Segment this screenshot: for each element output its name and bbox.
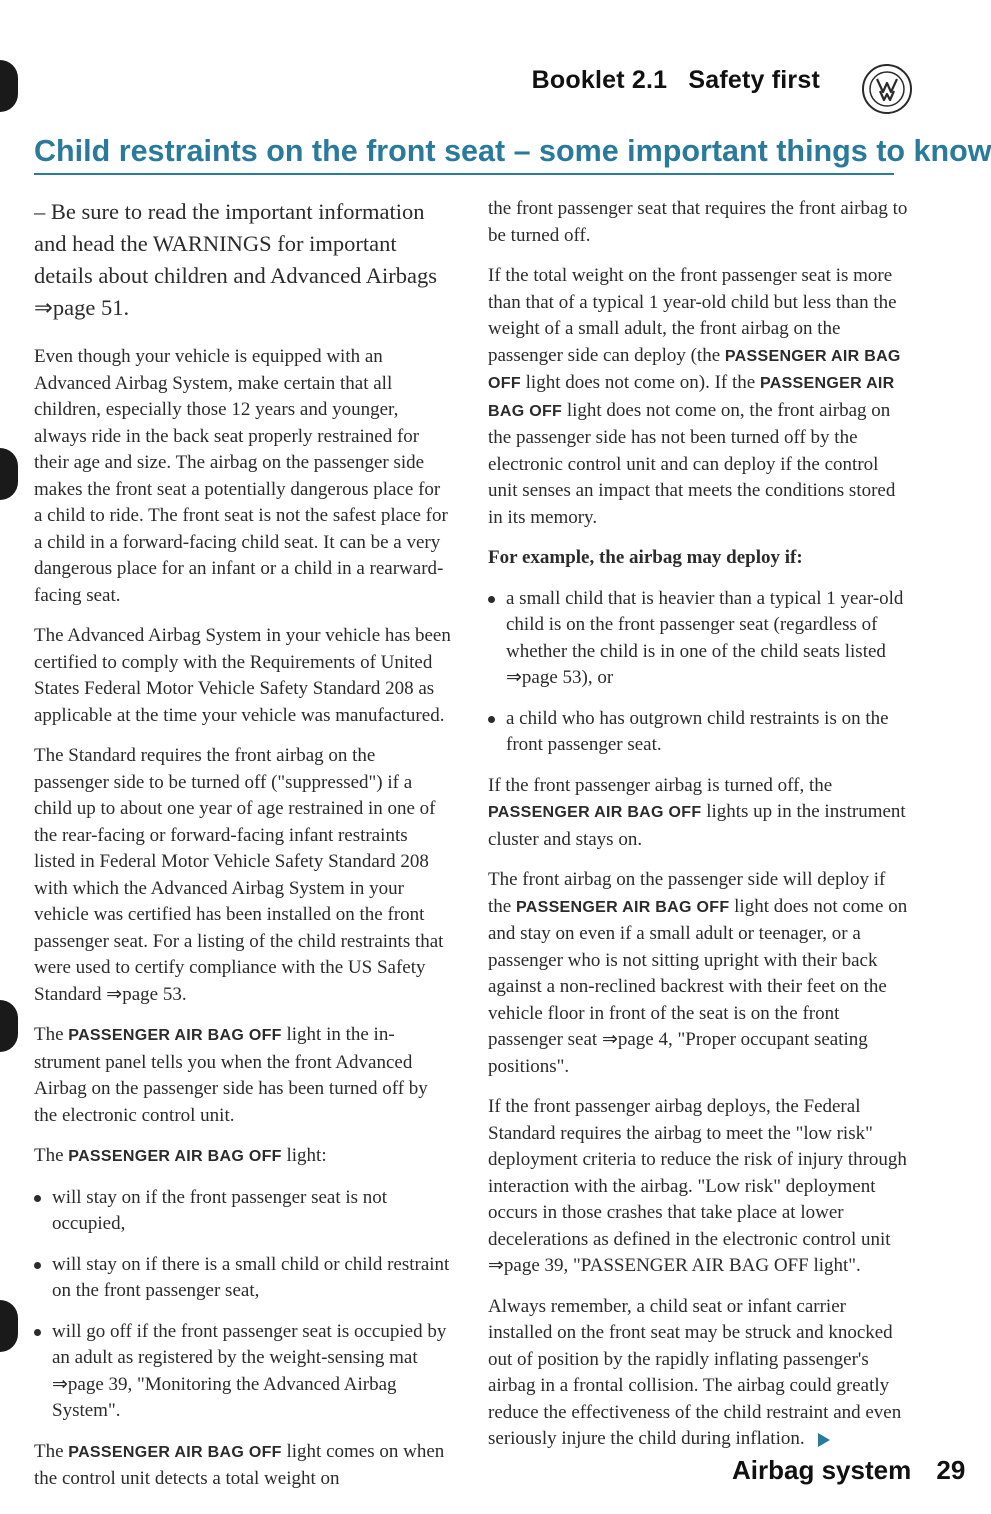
vw-logo-icon (862, 64, 912, 114)
paragraph: If the front passenger airbag is turned off, the PASSENGER AIR BAG OFF lights up in the instrument cluster and stays on. (488, 774, 906, 850)
airbag-off-label: PASSENGER AIR BAG OFF (488, 347, 901, 392)
airbag-off-label: PASSENGER AIR BAG OFF (68, 1148, 282, 1165)
paragraph: The PASSENGER AIR BAG OFF light in the instrument panel tells you when the front Advanced Airbag on the passenger side has been turned off by the electronic control unit. (34, 1024, 428, 1126)
paragraph: The PASSENGER AIR BAG OFF light: (34, 1145, 327, 1166)
section-label: Safety first (688, 66, 820, 94)
page-header (532, 66, 820, 95)
airbag-off-label: PASSENGER AIR BAG OFF (488, 804, 702, 821)
paragraph: the front passenger seat that requires the front airbag to be turned off. (488, 198, 908, 246)
paragraph: The PASSENGER AIR BAG OFF light comes on when the control unit detects a total weight on (34, 1440, 445, 1489)
title-divider (34, 173, 894, 175)
paragraph: The Advanced Airbag System in your vehicle has been certified to comply with the Requirements of United States Federal Motor Vehicle Safety Standard 208 as applicable at the time your vehicle was manufactured. (34, 625, 451, 726)
paragraph: The front airbag on the passenger side will deploy if the PASSENGER AIR BAG OFF light does not come on and stay on even if a small adult or teenager, or a passenger who is not sitting upright with their back against a non-reclined backrest with their feet on the vehicle floor in front of the seat is on the front passenger seat ⇒page 4, "Proper occupant seating positions". (488, 869, 908, 1077)
right-column (488, 196, 910, 1467)
example-heading: For example, the airbag may deploy if: (488, 547, 803, 568)
paragraph: If the front passenger airbag deploys, the Federal Standard requires the airbag to meet the "low risk" deployment criteria to reduce the risk of injury through interaction with the airbag. "Low risk" deployment occurs in those crashes that take place at lower decelerations as defined in the electronic control unit ⇒page 39, "PASSENGER AIR BAG OFF light". (488, 1096, 907, 1276)
continue-arrow-icon (817, 1426, 831, 1453)
page-number: 29 (936, 1455, 966, 1485)
paragraph: The Standard requires the front airbag on the passenger side to be turned off ("suppressed") if a child up to about one year of age restrained in one of the rear-facing or forward-facing infant restraints listed in Federal Motor Vehicle Safety Standard 208 with which the Advanced Airbag System in your vehicle was certified has been installed on the front passenger seat. For a listing of the child restraints that were used to certify compliance with the US Safety Standard ⇒page 53. (34, 745, 444, 1005)
intro-note: – Be sure to read the important information and head the WARNINGS for important details about children and Advanced Airbags ⇒page 51. (34, 199, 438, 320)
list-item: will stay on if the front passenger seat is not occupied, (34, 1185, 452, 1238)
paragraph: If the total weight on the front passenger seat is more than that of a typical 1 year-old child but less than the weight of a small adult, the front airbag on the passenger side can deploy (the PASSENGER AIR BAG OFF light does not come on). If the PASSENGER AIR BAG OFF light does not come on, the front airbag on the passenger side has not been turned off by the electronic control unit and can deploy if the control unit senses an impact that meets the conditions stored in its memory. (488, 265, 901, 528)
list-item: a small child that is heavier than a typical 1 year-old child is on the front passenger seat (regardless of whether the child is in one of the child seats listed ⇒page 53), or (488, 586, 910, 692)
airbag-off-label: PASSENGER AIR BAG OFF (515, 898, 730, 916)
page-footer (732, 1455, 965, 1486)
list-item: a child who has outgrown child restraints is on the front passenger seat. (488, 706, 910, 759)
page-edge-tab (0, 1000, 18, 1052)
airbag-off-label: PASSENGER AIR BAG OFF (488, 375, 895, 420)
page-title: Child restraints on the front seat – some important things to know (34, 134, 991, 168)
page-edge-tab (0, 60, 18, 112)
left-column (34, 196, 452, 1507)
footer-section: Airbag system (732, 1455, 912, 1485)
airbag-off-label: PASSENGER AIR BAG OFF (68, 1027, 282, 1044)
paragraph: Even though your vehicle is equipped with an Advanced Airbag System, make certain that all children, especially those 12 years and younger, always ride in the back seat properly restrained for their age and size. The airbag on the passenger side makes the front seat a potentially dangerous place for a child to ride. The front seat is not the safest place for a child in a forward-facing child seat. It can be a very dangerous place for an infant or a child in a rearward-facing seat. (34, 346, 448, 606)
paragraph: Always remember, a child seat or infant carrier installed on the front seat may be struck and knocked out of position by the rapidly inflating passenger's airbag in a frontal collision. The airbag could greatly reduce the effectiveness of the child restraint and even seriously injure the child during inflation. (488, 1294, 910, 1453)
list-item: will stay on if there is a small child or child restraint on the front passenger seat, (34, 1252, 452, 1305)
list-item: will go off if the front passenger seat is occupied by an adult as registered by the weight-sensing mat ⇒page 39, "Monitoring the Advanced Airbag System". (34, 1319, 452, 1425)
page-edge-tab (0, 1300, 18, 1352)
airbag-off-label: PASSENGER AIR BAG OFF (68, 1443, 282, 1461)
booklet-label: Booklet 2.1 (531, 66, 668, 94)
page-edge-tab (0, 448, 18, 500)
